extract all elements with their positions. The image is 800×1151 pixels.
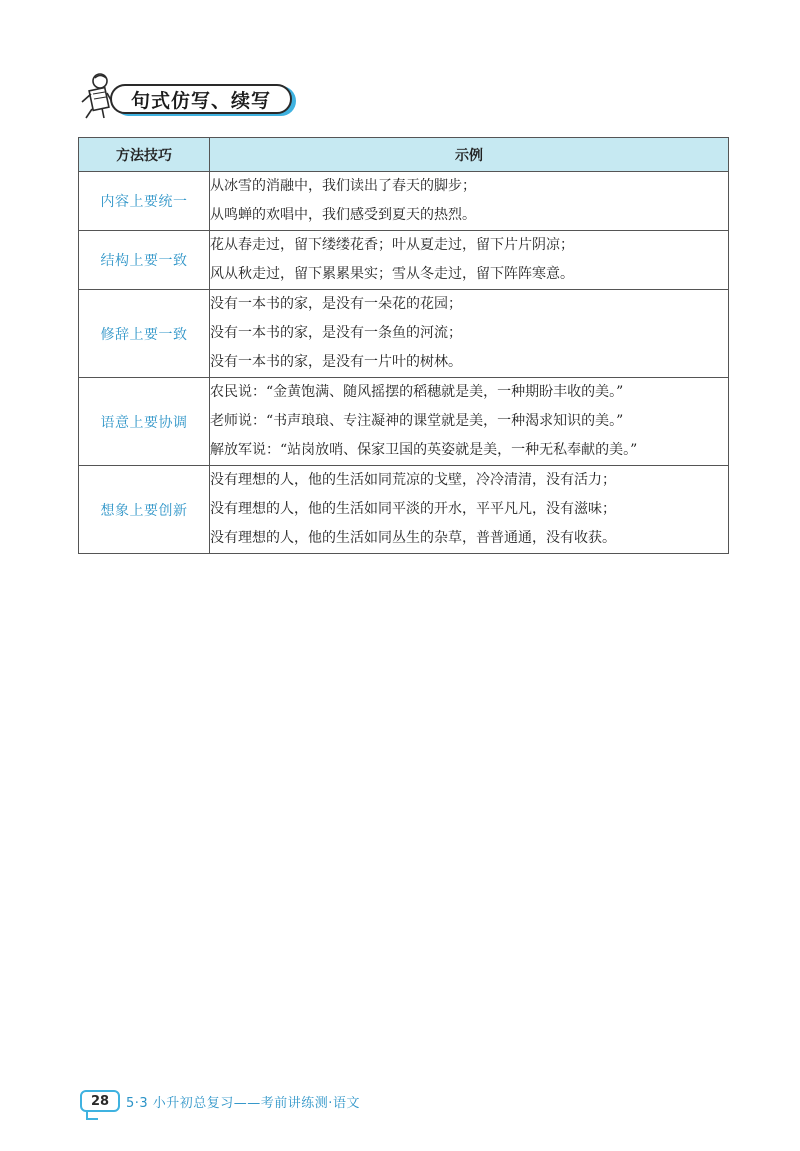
examples-cell	[210, 231, 729, 290]
method-label: 语意上要协调	[79, 378, 210, 466]
example-line: 没有理想的人，他的生活如同丛生的杂草，普普通通，没有收获。	[210, 530, 616, 546]
example-line: 没有理想的人，他的生活如同平淡的开水，平平凡凡，没有滋味；	[210, 501, 616, 517]
example-line: 没有一本书的家，是没有一朵花的花园；	[210, 296, 462, 312]
example-line: 没有一本书的家，是没有一条鱼的河流；	[210, 325, 462, 341]
table-row	[79, 466, 729, 554]
page-number: 28	[80, 1090, 120, 1112]
method-label: 内容上要统一	[79, 172, 210, 231]
table-row	[79, 172, 729, 231]
example-line: 从鸣蝉的欢唱中，我们感受到夏天的热烈。	[210, 207, 476, 223]
header-examples: 示例	[210, 138, 729, 172]
header-method: 方法技巧	[79, 138, 210, 172]
method-label: 想象上要创新	[79, 466, 210, 554]
example-line: 从冰雪的消融中，我们读出了春天的脚步；	[210, 178, 476, 194]
example-line: 解放军说：“站岗放哨、保家卫国的英姿就是美，一种无私奉献的美。”	[210, 442, 638, 458]
methods-table	[78, 137, 729, 554]
example-line: 农民说：“金黄饱满、随风摇摆的稻穗就是美，一种期盼丰收的美。”	[210, 384, 624, 400]
section-title-banner	[78, 72, 308, 120]
examples-cell	[210, 290, 729, 378]
examples-cell	[210, 466, 729, 554]
example-line: 没有一本书的家，是没有一片叶的树林。	[210, 354, 462, 370]
examples-cell	[210, 378, 729, 466]
example-line: 风从秋走过，留下累累果实；雪从冬走过，留下阵阵寒意。	[210, 266, 574, 282]
table-row	[79, 231, 729, 290]
example-line: 老师说：“书声琅琅、专注凝神的课堂就是美，一种渴求知识的美。”	[210, 413, 624, 429]
page-footer	[72, 1088, 412, 1120]
example-line: 花从春走过，留下缕缕花香；叶从夏走过，留下片片阴凉；	[210, 237, 574, 253]
section-title: 句式仿写、续写	[110, 84, 292, 114]
table-row	[79, 378, 729, 466]
examples-cell	[210, 172, 729, 231]
page-number-tab	[86, 1110, 98, 1120]
example-line: 没有理想的人，他的生活如同荒凉的戈壁，冷冷清清，没有活力；	[210, 472, 616, 488]
method-label: 修辞上要一致	[79, 290, 210, 378]
series-title: 5·3 小升初总复习——考前讲练测·语文	[126, 1096, 360, 1111]
table-header-row	[79, 138, 729, 172]
table-row	[79, 290, 729, 378]
method-label: 结构上要一致	[79, 231, 210, 290]
